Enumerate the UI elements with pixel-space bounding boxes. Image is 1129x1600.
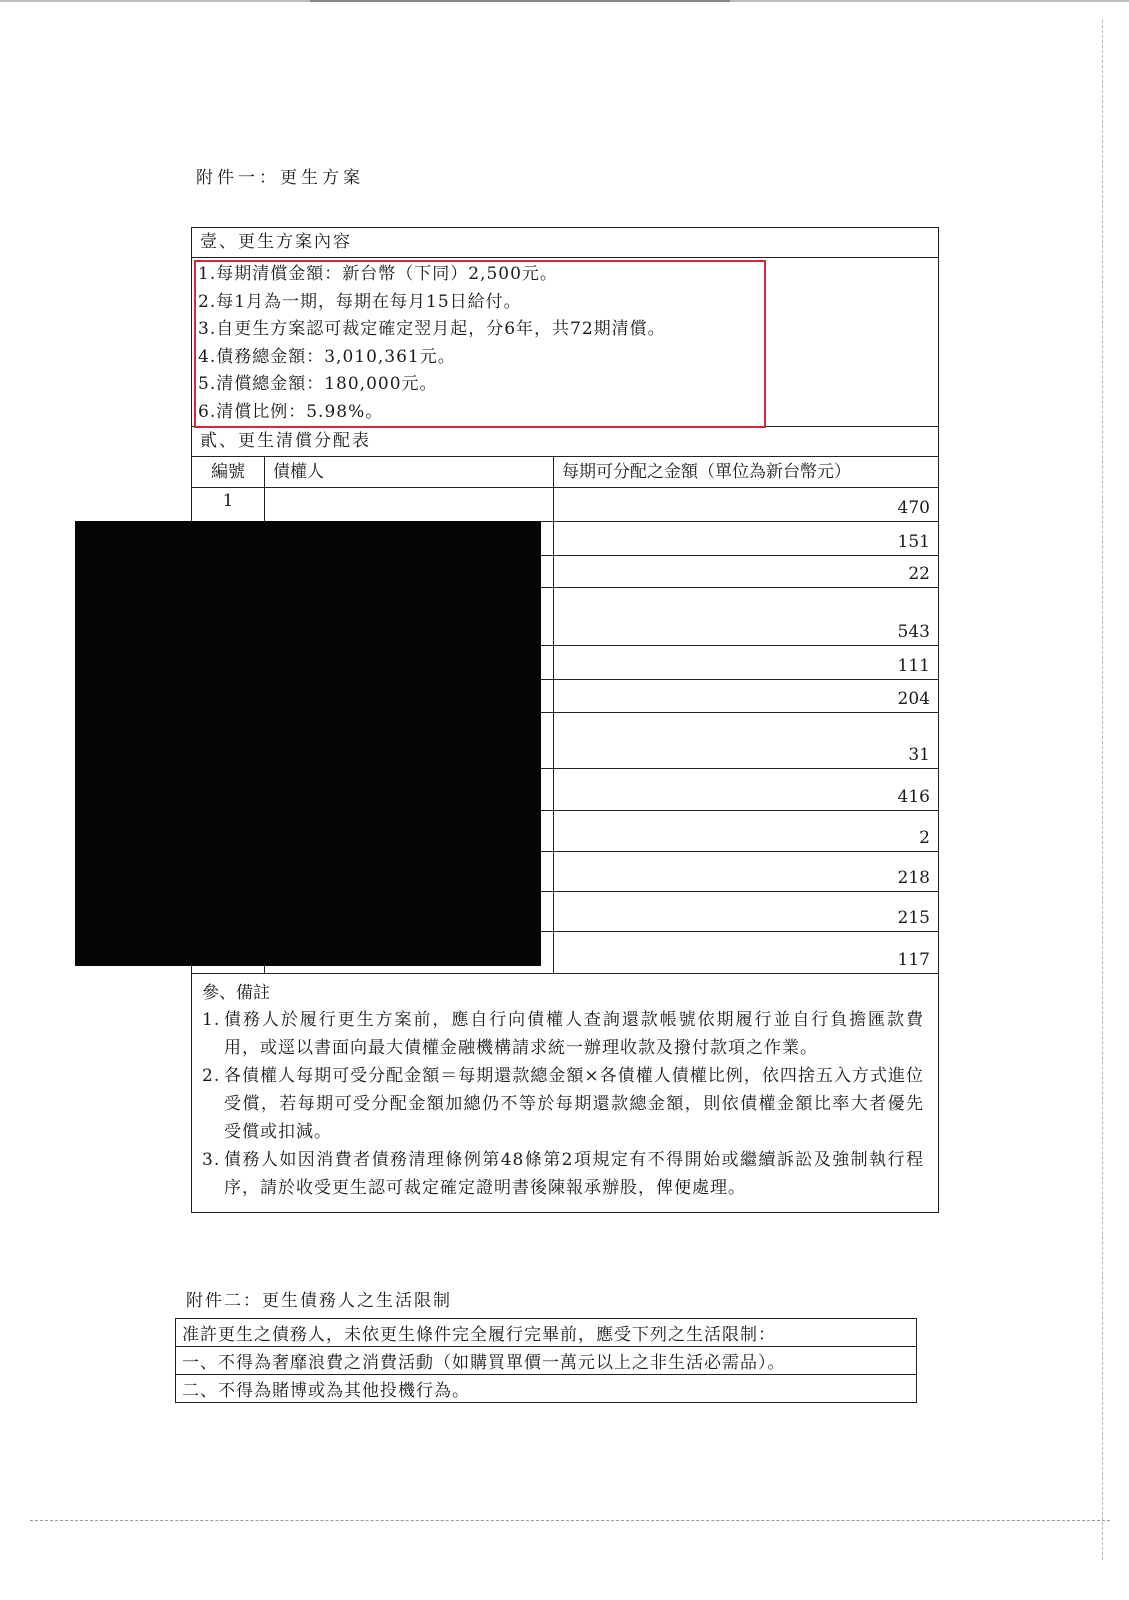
remark-text: 債務人於履行更生方案前，應自行向債權人查詢還款帳號依期履行並自行負擔匯款費用，或逕以書面向最大債權金融機構請求統一辦理收款及撥付款項之作業。: [224, 1009, 924, 1058]
section2-title: 貳、更生清償分配表: [192, 427, 938, 457]
remark-number: 2.: [202, 1065, 221, 1086]
row-amount: 2: [554, 811, 939, 852]
remark-number: 1.: [202, 1009, 221, 1030]
row-amount: 204: [554, 680, 939, 713]
attachment2-title: 附件二：更生債務人之生活限制: [186, 1291, 452, 1311]
row-amount: 151: [554, 522, 939, 556]
remarks-section: [192, 973, 938, 1212]
restriction-intro: 准許更生之債務人，未依更生條件完全履行完畢前，應受下列之生活限制：: [176, 1319, 917, 1347]
living-restrictions-table: [175, 1318, 917, 1403]
row-amount: 543: [554, 588, 939, 646]
row-amount: 470: [554, 488, 939, 522]
header-creditor: 債權人: [265, 457, 554, 488]
plan-item: 6.清償比例：5.98%。: [198, 401, 384, 422]
plan-item: 4.債務總金額：3,010,361元。: [198, 346, 456, 367]
row-amount: 416: [554, 769, 939, 811]
plan-items: [192, 258, 938, 427]
scan-edge-bottom: [30, 1520, 1110, 1521]
creditor-cell: [265, 488, 554, 522]
row-amount: 117: [554, 932, 939, 973]
restriction-item: 一、不得為奢靡浪費之消費活動（如購買單價一萬元以上之非生活必需品）。: [176, 1347, 917, 1375]
header-no: 編號: [192, 457, 265, 488]
table-row: [176, 1319, 917, 1347]
restriction-item: 二、不得為賭博或為其他投機行為。: [176, 1375, 917, 1403]
row-amount: 22: [554, 556, 939, 588]
plan-item: 5.清償總金額：180,000元。: [198, 374, 438, 394]
row-amount: 218: [554, 852, 939, 892]
remark-item: [202, 1006, 924, 1062]
row-amount: 215: [554, 892, 939, 932]
attachment1-title: 附件一：更生方案: [196, 168, 364, 188]
table-row: [192, 488, 938, 522]
remark-text: 債務人如因消費者債務清理條例第48條第2項規定有不得開始或繼續訴訟及強制執行程序，請於收受更生認可裁定確定證明書後陳報承辦股，俾便處理。: [224, 1149, 924, 1198]
plan-item: 1.每期清償金額：新台幣（下同）2,500元。: [198, 264, 558, 284]
plan-item: 2.每1月為一期，每期在每月15日給付。: [198, 291, 522, 312]
header-amount: 每期可分配之金額（單位為新台幣元）: [554, 457, 939, 488]
remark-text: 各債權人每期可受分配金額＝每期還款總金額×各債權人債權比例，依四捨五入方式進位受償，若每期可受分配金額加總仍不等於每期還款總金額，則依債權金額比率大者優先受償或扣減。: [224, 1065, 924, 1142]
remark-number: 3.: [202, 1149, 221, 1170]
table-row: [176, 1347, 917, 1375]
redaction-block: [75, 521, 541, 966]
remark-item: [202, 1062, 924, 1146]
scan-edge-mark: [310, 0, 730, 2]
scan-edge-right: [1102, 20, 1103, 1560]
plan-item: 3.自更生方案認可裁定確定翌月起，分6年，共72期清償。: [198, 319, 666, 339]
table-header-row: [192, 457, 938, 488]
row-no: 1: [192, 488, 265, 522]
section3-title: 參、備註: [202, 982, 270, 1003]
section1-title: 壹、更生方案內容: [192, 228, 938, 258]
table-row: [176, 1375, 917, 1403]
row-amount: 31: [554, 713, 939, 769]
highlight-box: [194, 260, 766, 428]
row-amount: 111: [554, 646, 939, 680]
remark-item: [202, 1146, 924, 1202]
